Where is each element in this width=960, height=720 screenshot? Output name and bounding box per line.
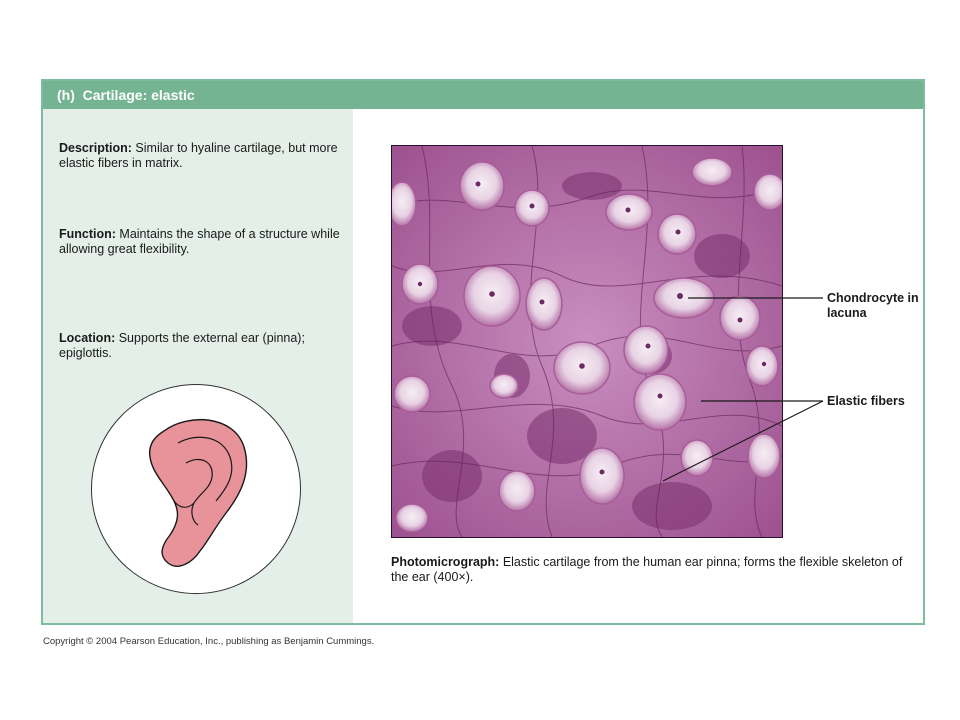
panel-header: (h) Cartilage: elastic: [43, 81, 923, 109]
caption-text: Elastic cartilage from the human ear pinna; forms the flexible skeleton of the ear (400×).: [391, 555, 903, 584]
elastic-fibers-label: Elastic fibers: [827, 394, 905, 408]
location-text: Supports the external ear (pinna); epiglottis.: [59, 331, 305, 360]
copyright-notice: Copyright © 2004 Pearson Education, Inc., publishing as Benjamin Cummings.: [43, 636, 375, 647]
function-text: Maintains the shape of a structure while allowing great flexibility.: [59, 227, 340, 256]
description-label: Description:: [59, 141, 132, 155]
label-leader-lines: [43, 81, 923, 623]
description-text: Similar to hyaline cartilage, but more elastic fibers in matrix.: [59, 141, 338, 170]
figure-panel: [41, 79, 925, 625]
photomicrograph-caption: [391, 555, 911, 585]
chondrocyte-label: Chondrocyte in lacuna: [827, 291, 919, 320]
function-label: Function:: [59, 227, 116, 241]
caption-label: Photomicrograph:: [391, 555, 500, 569]
location-label: Location:: [59, 331, 116, 345]
